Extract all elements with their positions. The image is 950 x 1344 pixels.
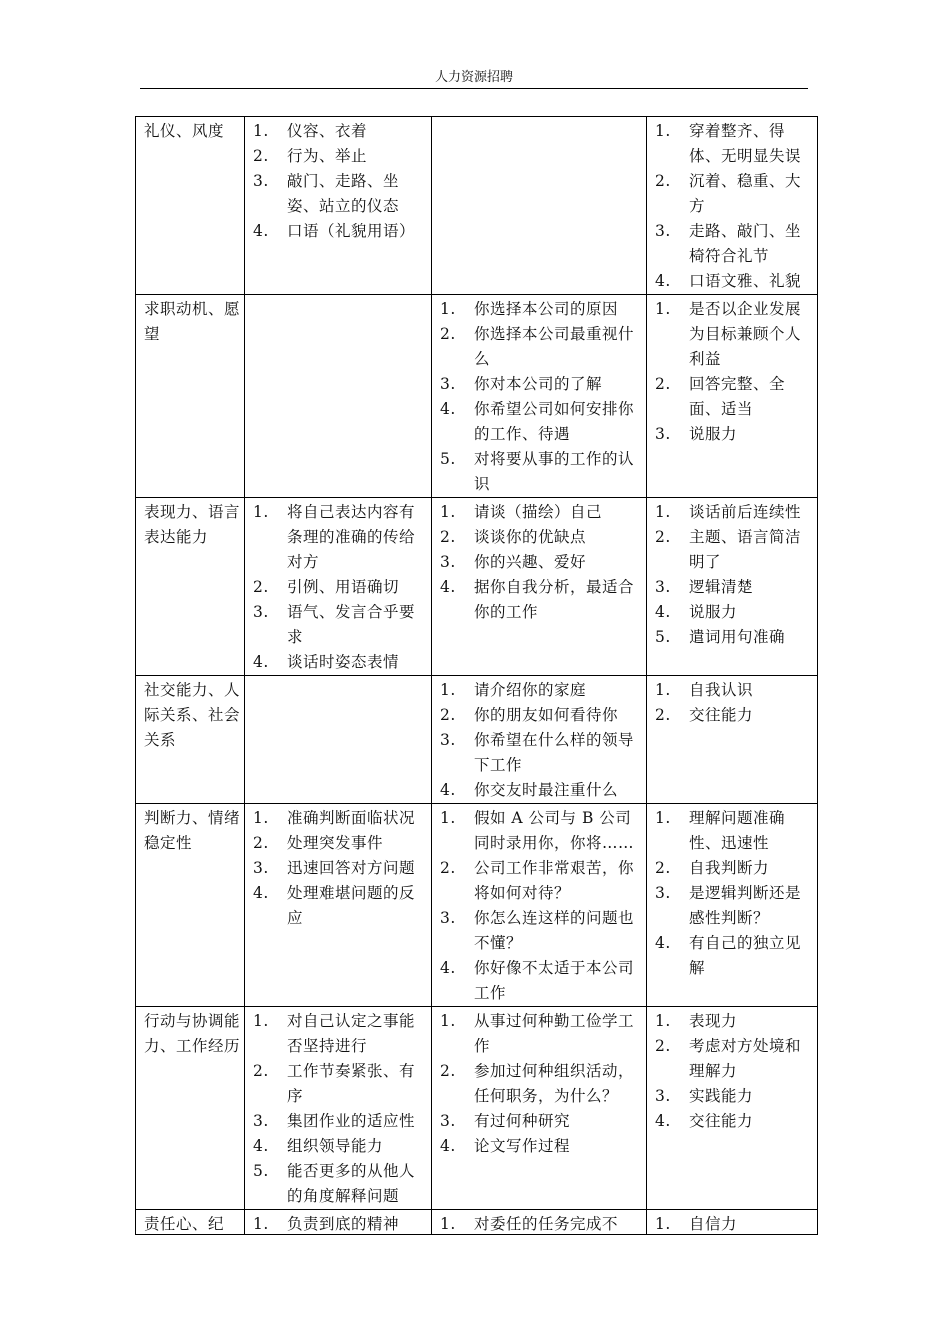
list-item [655,219,813,269]
list-item [440,525,642,550]
list-item [253,1059,427,1109]
item-text: 口语（礼貌用语） [287,222,416,240]
item-text: 引例、用语确切 [287,578,400,596]
list-item [440,297,642,322]
questions-cell-content [440,297,642,497]
list-item [655,1034,813,1084]
item-number: 3. [253,603,269,621]
criteria-cell [647,498,818,676]
item-number: 4. [655,934,671,952]
item-text: 表现力 [689,1012,738,1030]
item-number: 4. [440,959,456,977]
item-number: 3. [440,731,456,749]
evaluation-points-list [253,119,427,244]
evaluation-points-cell [245,117,432,295]
evaluation-points-cell [245,1210,432,1235]
item-number: 2. [655,706,671,724]
item-number: 2. [253,147,269,165]
item-text: 组织领导能力 [287,1137,384,1155]
header-rule [140,88,808,89]
item-text: 你对本公司的了解 [474,375,603,393]
item-text: 谈谈你的优缺点 [474,528,587,546]
item-number: 4. [440,400,456,418]
item-number: 3. [655,1087,671,1105]
list-item [655,500,813,525]
evaluation-points-list [253,1212,427,1234]
item-text: 参加过何种组织活动，任何职务，为什么？ [474,1062,635,1105]
item-number: 4. [655,603,671,621]
criteria-list [655,678,813,728]
list-item [655,372,813,422]
item-text: 自我认识 [689,681,754,699]
questions-cell [432,676,647,804]
item-number: 1. [440,503,456,521]
list-item [655,881,813,931]
category-label: 判断力、情绪稳定性 [144,809,241,852]
criteria-cell [647,676,818,804]
evaluation-points-cell [245,1007,432,1210]
questions-list [440,297,642,497]
list-item [655,1212,813,1234]
criteria-cell [647,117,818,295]
category-cell [136,676,245,804]
page-header: 人力资源招聘 [434,70,513,85]
criteria-cell-content [655,1212,813,1234]
item-number: 1. [655,809,671,827]
questions-cell [432,498,647,676]
item-text: 口语文雅、礼貌 [689,272,802,290]
list-item [655,856,813,881]
interview-criteria-table [135,116,818,1235]
item-number: 3. [440,909,456,927]
item-text: 你选择本公司最重视什么 [474,325,635,368]
evaluation-points-cell [245,676,432,804]
item-text: 将自己表达内容有条理的准确的传给对方 [287,503,416,571]
item-text: 你怎么连这样的问题也不懂？ [474,909,635,952]
list-item [655,119,813,169]
item-number: 2. [655,859,671,877]
evaluation-points-cell-content [253,500,427,675]
item-text: 论文写作过程 [474,1137,571,1155]
evaluation-points-list [253,1009,427,1209]
item-text: 你希望在什么样的领导下工作 [474,731,635,774]
list-item [440,1212,642,1234]
category-cell [136,117,245,295]
evaluation-points-list [253,500,427,675]
list-item [440,397,642,447]
item-number: 4. [440,578,456,596]
item-text: 你好像不太适于本公司工作 [474,959,635,1002]
item-text: 行为、举止 [287,147,368,165]
item-number: 3. [655,425,671,443]
list-item [253,600,427,650]
list-item [440,1009,642,1059]
list-item [655,931,813,981]
list-item [440,372,642,397]
criteria-list [655,806,813,981]
category-label: 社交能力、人际关系、社会关系 [144,681,241,749]
item-number: 2. [655,172,671,190]
evaluation-points-cell-content [253,119,427,244]
item-number: 1. [440,1012,456,1030]
list-item [440,703,642,728]
item-number: 2. [440,859,456,877]
item-text: 回答完整、全面、适当 [689,375,786,418]
item-text: 有自己的独立见解 [689,934,802,977]
item-text: 处理难堪问题的反应 [287,884,416,927]
criteria-list [655,1212,813,1234]
evaluation-points-cell [245,804,432,1007]
item-text: 实践能力 [689,1087,754,1105]
list-item [655,575,813,600]
questions-list [440,678,642,803]
item-number: 5. [253,1162,269,1180]
item-number: 2. [655,375,671,393]
criteria-cell-content [655,119,813,294]
list-item [253,1212,427,1234]
item-number: 2. [440,325,456,343]
item-number: 1. [253,1215,269,1233]
questions-cell-content [440,806,642,1006]
item-text: 对自己认定之事能否坚持进行 [287,1012,416,1055]
list-item [253,806,427,831]
item-number: 3. [440,1112,456,1130]
criteria-cell [647,295,818,498]
list-item [440,322,642,372]
list-item [655,600,813,625]
list-item [655,269,813,294]
item-text: 处理突发事件 [287,834,384,852]
category-label: 礼仪、风度 [144,122,225,140]
item-text: 谈话前后连续性 [689,503,802,521]
item-text: 你交友时最注重什么 [474,781,619,799]
item-text: 准确判断面临状况 [287,809,416,827]
item-text: 请介绍你的家庭 [474,681,587,699]
questions-cell-content [440,678,642,803]
item-text: 交往能力 [689,706,754,724]
list-item [655,625,813,650]
criteria-list [655,119,813,294]
list-item [440,575,642,625]
list-item [655,1009,813,1034]
criteria-cell [647,1007,818,1210]
list-item [253,575,427,600]
item-number: 4. [655,1112,671,1130]
list-item [253,500,427,575]
item-number: 4. [253,222,269,240]
criteria-cell-content [655,500,813,650]
list-item [655,169,813,219]
item-number: 3. [655,222,671,240]
item-text: 仪容、衣着 [287,122,368,140]
item-text: 是否以企业发展为目标兼顾个人利益 [689,300,802,368]
category-cell [136,498,245,676]
item-number: 1. [253,1012,269,1030]
list-item [440,806,642,856]
item-text: 交往能力 [689,1112,754,1130]
item-number: 2. [655,528,671,546]
item-number: 5. [440,450,456,468]
list-item [655,678,813,703]
item-number: 3. [440,553,456,571]
item-text: 有过何种研究 [474,1112,571,1130]
questions-cell-content [440,1009,642,1159]
item-number: 4. [253,653,269,671]
list-item [253,831,427,856]
item-text: 沉着、稳重、大方 [689,172,802,215]
list-item [440,678,642,703]
category-cell [136,804,245,1007]
item-text: 对将要从事的工作的认识 [474,450,635,493]
item-text: 迅速回答对方问题 [287,859,416,877]
table-row [136,1210,818,1235]
evaluation-points-cell [245,498,432,676]
item-text: 对委任的任务完成不 [474,1215,619,1233]
list-item [253,1159,427,1209]
category-label: 表现力、语言表达能力 [144,503,241,546]
category-label: 责任心、纪 [144,1215,225,1233]
item-number: 4. [655,272,671,290]
item-text: 说服力 [689,425,738,443]
list-item [440,1109,642,1134]
item-number: 1. [655,1215,671,1233]
item-number: 4. [440,1137,456,1155]
category-cell [136,295,245,498]
list-item [655,806,813,856]
item-text: 你的朋友如何看待你 [474,706,619,724]
item-text: 你选择本公司的原因 [474,300,619,318]
list-item [440,550,642,575]
item-number: 4. [440,781,456,799]
item-number: 1. [655,300,671,318]
criteria-list [655,500,813,650]
item-text: 公司工作非常艰苦，你将如何对待？ [474,859,635,902]
list-item [440,956,642,1006]
evaluation-points-cell-content [253,806,427,931]
item-number: 3. [655,884,671,902]
criteria-cell-content [655,806,813,981]
evaluation-points-cell [245,295,432,498]
list-item [253,881,427,931]
item-number: 1. [253,503,269,521]
item-text: 理解问题准确性、迅速性 [689,809,786,852]
item-text: 假如 A 公司与 B 公司同时录用你，你将…… [474,809,635,852]
list-item [253,144,427,169]
item-text: 敲门、走路、坐姿、站立的仪态 [287,172,400,215]
item-number: 1. [440,809,456,827]
evaluation-points-cell-content [253,1212,427,1234]
item-text: 走路、敲门、坐椅符合礼节 [689,222,802,265]
list-item [655,422,813,447]
questions-list [440,806,642,1006]
category-cell [136,1210,245,1235]
list-item [440,1059,642,1109]
item-text: 谈话时姿态表情 [287,653,400,671]
item-text: 说服力 [689,603,738,621]
questions-cell [432,117,647,295]
item-text: 工作节奏紧张、有序 [287,1062,416,1105]
item-number: 3. [655,578,671,596]
table-body [136,117,818,1235]
item-text: 请谈（描绘）自己 [474,503,603,521]
list-item [253,169,427,219]
list-item [440,778,642,803]
questions-cell [432,1007,647,1210]
item-number: 3. [253,172,269,190]
questions-cell-content [440,1212,642,1234]
list-item [440,500,642,525]
item-text: 自信力 [689,1215,738,1233]
item-number: 4. [253,884,269,902]
item-number: 2. [253,834,269,852]
item-number: 3. [253,1112,269,1130]
list-item [440,906,642,956]
item-number: 5. [655,628,671,646]
criteria-list [655,1009,813,1134]
item-number: 2. [253,1062,269,1080]
table-row [136,1007,818,1210]
item-number: 1. [253,809,269,827]
list-item [253,119,427,144]
category-label: 行动与协调能力、工作经历 [144,1012,241,1055]
list-item [253,650,427,675]
questions-list [440,1212,642,1234]
list-item [253,219,427,244]
list-item [655,1084,813,1109]
table-row [136,295,818,498]
evaluation-points-list [253,806,427,931]
item-text: 考虑对方处境和理解力 [689,1037,802,1080]
list-item [440,856,642,906]
item-text: 你的兴趣、爱好 [474,553,587,571]
evaluation-points-cell-content [253,1009,427,1209]
item-text: 负责到底的精神 [287,1215,400,1233]
questions-cell [432,295,647,498]
item-text: 逻辑清楚 [689,578,754,596]
criteria-cell-content [655,678,813,728]
criteria-cell [647,804,818,1007]
questions-cell [432,804,647,1007]
list-item [440,1134,642,1159]
item-number: 1. [440,1215,456,1233]
list-item [253,1109,427,1134]
item-text: 自我判断力 [689,859,770,877]
item-number: 1. [655,122,671,140]
category-cell [136,1007,245,1210]
questions-cell-content [440,500,642,625]
item-number: 1. [440,300,456,318]
list-item [655,1109,813,1134]
criteria-cell [647,1210,818,1235]
item-text: 从事过何种勤工俭学工作 [474,1012,635,1055]
item-number: 2. [655,1037,671,1055]
item-text: 集团作业的适应性 [287,1112,416,1130]
item-text: 能否更多的从他人的角度解释问题 [287,1162,416,1205]
item-number: 1. [440,681,456,699]
item-number: 1. [655,503,671,521]
item-text: 穿着整齐、得体、无明显失误 [689,122,802,165]
table-row [136,804,818,1007]
table-row [136,498,818,676]
list-item [253,1134,427,1159]
item-number: 4. [253,1137,269,1155]
item-number: 2. [253,578,269,596]
item-number: 1. [655,681,671,699]
item-number: 3. [253,859,269,877]
item-number: 2. [440,706,456,724]
item-number: 1. [655,1012,671,1030]
item-number: 1. [253,122,269,140]
item-text: 是逻辑判断还是感性判断？ [689,884,802,927]
item-text: 遣词用句准确 [689,628,786,646]
list-item [253,856,427,881]
item-text: 据你自我分析，最适合你的工作 [474,578,635,621]
item-text: 语气、发言合乎要求 [287,603,416,646]
table-row [136,117,818,295]
item-number: 3. [440,375,456,393]
category-label: 求职动机、愿望 [144,300,241,343]
item-text: 主题、语言简洁明了 [689,528,802,571]
criteria-cell-content [655,1009,813,1134]
list-item [655,703,813,728]
questions-list [440,500,642,625]
table-row [136,676,818,804]
list-item [253,1009,427,1059]
questions-list [440,1009,642,1159]
criteria-list [655,297,813,447]
item-number: 2. [440,1062,456,1080]
list-item [655,297,813,372]
item-text: 你希望公司如何安排你的工作、待遇 [474,400,635,443]
list-item [440,447,642,497]
list-item [655,525,813,575]
list-item [440,728,642,778]
criteria-cell-content [655,297,813,447]
item-number: 2. [440,528,456,546]
questions-cell [432,1210,647,1235]
